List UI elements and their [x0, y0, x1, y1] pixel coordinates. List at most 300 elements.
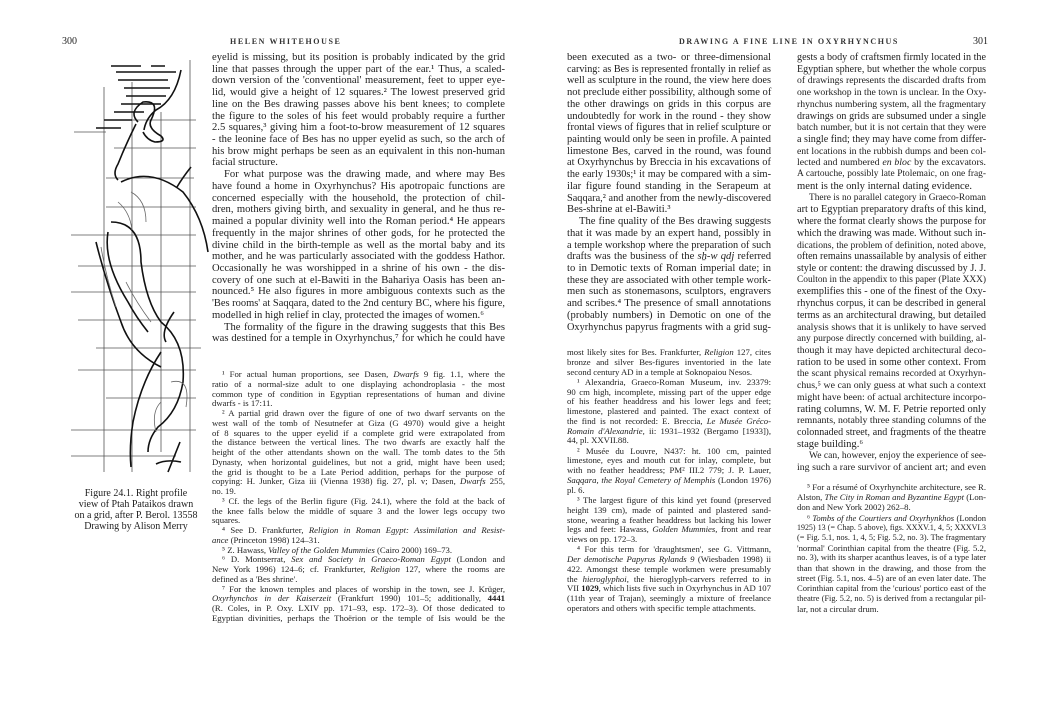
- text-run: dications, the problem of definition, noted above,: [797, 239, 986, 251]
- caption-line: view of Ptah Pataikos drawn: [78, 498, 194, 510]
- text-run: of 8 squares to the upper eyelid if a complete grid were extrapolated from: [212, 427, 505, 438]
- text-run: 255,: [485, 476, 506, 487]
- text-line: [567, 99, 771, 111]
- text-run: covery of one such at el-Bawiti in the Bahariya Oasis has been an-: [212, 274, 505, 286]
- text-run: Oxyrhynchus papyrus fragments with a grid sug-: [567, 321, 771, 333]
- text-line: [797, 543, 986, 553]
- text-line: [212, 75, 505, 87]
- figure-drawing-ptah-pataikos: [66, 52, 211, 482]
- text-run: facial structure.: [212, 157, 278, 169]
- text-line: [212, 134, 505, 146]
- text-run: at Oxyrhynchus by Breccia in his excavations of: [567, 157, 771, 169]
- text-run: copying: H. Junker, Giza iii (Vienna 1938) fig. 27, pl. v; Dasen,: [212, 476, 460, 487]
- text-line: [797, 52, 986, 64]
- text-line: [797, 533, 986, 543]
- text-run: have found a home in Oxyrhynchus? His apotropaic functions are: [212, 180, 505, 192]
- text-run: his brow might perhaps be seen as an equivalent in this non-human: [212, 145, 505, 157]
- text-run: ³ Cf. the legs of the Berlin figure (Fig. 24.1), where the fold at the back of: [222, 495, 505, 506]
- text-run: of drawings represents the discarded drafts from: [797, 75, 986, 87]
- text-line: [797, 240, 986, 252]
- text-run: eyelid is missing, but its position is probably indicated by the grid: [212, 52, 505, 63]
- right-page-column-1-body: [567, 52, 771, 333]
- footnote: [212, 585, 505, 624]
- text-run: referred: [734, 251, 771, 263]
- right-page-column-1-footnotes: [567, 348, 771, 614]
- text-line: [212, 64, 505, 76]
- text-run: 127, where the rooms are: [399, 564, 505, 574]
- text-line: [212, 263, 505, 275]
- text-run: , front and rear: [715, 524, 771, 535]
- text-line: [797, 492, 986, 502]
- text-line: [212, 240, 505, 252]
- text-line: [212, 204, 505, 216]
- italic-text: en bloc: [882, 157, 912, 169]
- text-run: (London: [954, 512, 986, 523]
- text-run: (= Fig. 5.1, nos. 1, 4, 5; Fig. 5.2, no. 3). The fragmentary: [797, 532, 986, 542]
- text-run: divine child in the birth-temple as well as the mortal baby and its: [212, 239, 505, 251]
- italic-text: Romain d'Alexandrie: [567, 425, 643, 436]
- text-line: [567, 486, 771, 496]
- text-run: (London and: [450, 554, 506, 565]
- text-run: dren, mothers giving birth, and sexuality in general, and he thus re-: [212, 204, 505, 216]
- text-run: ⁶ D. Montserrat,: [222, 554, 292, 565]
- text-line: [797, 99, 986, 111]
- text-run: concerned especially with the household, the protection of chil-: [212, 192, 505, 204]
- text-run: the distance between the vertical lines. The two dwarfs are exactly half the: [212, 437, 505, 448]
- text-run: with no feather headdress; PM² III.2 779; J. P. Lauer,: [567, 465, 771, 476]
- text-run: height of the other attendants shown on the wall. The tomb dates to the 5th: [212, 447, 505, 457]
- text-run: might have been: of actual architecture incorpo-: [797, 391, 986, 403]
- footnote: [567, 378, 771, 446]
- page-number-right: 301: [973, 36, 988, 47]
- right-page-column-2-footnotes: [797, 482, 986, 614]
- figure-outline: [96, 66, 208, 472]
- text-run: The fine quality of the Bes drawing suggests: [579, 216, 771, 228]
- text-run: The formality of the figure in the drawing suggests that this Bes: [224, 321, 505, 333]
- text-line: [212, 157, 505, 169]
- text-run: Occasionally he was worshipped in a shrine of his own - the dis-: [212, 262, 505, 274]
- text-line: [212, 181, 505, 193]
- text-run: a single find; they may have come from differ-: [797, 134, 987, 146]
- text-run: to in Demotic texts of Roman imperial date; in: [567, 262, 771, 274]
- text-run: line that passes through the upper part of the ear.¹ Thus, a scaled-: [212, 63, 505, 75]
- text-line: [567, 193, 771, 205]
- text-run: legs and feet: Hawass,: [567, 524, 653, 535]
- text-line: [212, 228, 505, 240]
- footnote: [212, 526, 505, 546]
- text-run: lid, would give a height of 12 squares.² The lowest preserved grid: [212, 87, 505, 99]
- text-run: these they are associated with other temple work-: [567, 274, 771, 286]
- text-run: ⁵ For a résumé of Oxyrhynchite architecture, see R.: [807, 482, 986, 492]
- text-line: [797, 563, 986, 573]
- text-line: [797, 439, 986, 451]
- text-line: [797, 251, 986, 263]
- italic-text: Dwarfs: [460, 476, 486, 487]
- text-run: which the drawing was made. Without such in-: [797, 227, 986, 239]
- text-run: rating columns, W. M. F. Petrie reported only: [797, 403, 987, 415]
- text-run: operators and others with specific temple attachments.: [567, 602, 756, 613]
- text-line: [797, 181, 986, 193]
- text-line: [797, 146, 986, 158]
- text-run: dwarfs - is 17:11.: [212, 398, 273, 409]
- paragraph: [212, 169, 505, 321]
- text-run: terms as an architectural drawing, but detailed: [797, 309, 986, 321]
- text-run: drafts was the business of the: [567, 251, 698, 263]
- footnote: [212, 555, 505, 584]
- text-run: line on the Bes drawing passes above his bent knees; to complete: [212, 98, 505, 110]
- text-run: limestone Bes, carved in the round, was found: [567, 145, 771, 157]
- paragraph: [567, 52, 771, 216]
- text-run: height 139 cm), made of painted and plastered sand-: [567, 504, 771, 515]
- text-line: [797, 502, 986, 512]
- text-line: [797, 357, 986, 369]
- text-line: [567, 322, 771, 334]
- text-line: [567, 436, 771, 446]
- text-line: [567, 181, 771, 193]
- left-page-body-text: [212, 52, 505, 345]
- text-run: ment is the only internal dating evidence.: [797, 180, 973, 192]
- text-line: [797, 427, 986, 439]
- italic-text: hieroglyphoi: [582, 573, 627, 584]
- text-line: [567, 275, 771, 287]
- text-line: [797, 368, 986, 380]
- text-run: 1925) 13 (= Chap. 5 above), figs. XXXV.1, 4, 5; XXXVI.3: [797, 522, 986, 532]
- text-line: [797, 193, 986, 205]
- text-line: [567, 122, 771, 134]
- italic-text: Le Musée Gréco-: [706, 415, 771, 426]
- text-line: [212, 251, 505, 263]
- text-run: the scant physical remains recorded at Oxyrhyn-: [797, 368, 986, 380]
- text-run: (Cairo 2000) 169–73.: [374, 544, 453, 555]
- text-run: Egyptian sphere, but whether the whole corpus: [797, 63, 986, 75]
- text-run: common type of condition in Egyptian representations of human and divine: [212, 388, 505, 399]
- text-line: [797, 111, 986, 123]
- text-run: frontal views of figures that in relief sculpture or: [567, 122, 771, 134]
- text-run: mother, and he was particularly associated with the goddess Hathor.: [212, 251, 505, 263]
- text-run: Alston,: [797, 492, 825, 503]
- text-line: [212, 146, 505, 158]
- text-line: [567, 286, 771, 298]
- text-run: was destined for a temple in Oxyrhynchus,⁷ for which he could have: [212, 333, 505, 345]
- text-run: views on pp. 172–3.: [567, 534, 638, 545]
- running-head-author: HELEN WHITEHOUSE: [230, 37, 342, 46]
- text-run: of his feather headdress and his lower legs and feet;: [567, 396, 771, 407]
- text-run: 422. Amongst these temple workmen were presumably: [567, 563, 771, 574]
- text-line: [567, 535, 771, 545]
- left-page-footnotes: [212, 370, 505, 624]
- text-line: [797, 228, 986, 240]
- text-line: [797, 404, 986, 416]
- text-run: ¹ For actual human proportions, see Dasen,: [222, 369, 394, 379]
- text-line: [212, 310, 505, 322]
- text-run: - the leonine face of Bes has no upper eyelid as such, so the arch of: [212, 134, 505, 146]
- text-run: ing such a rare survivor of ancient art; and even: [797, 462, 986, 474]
- caption-line: Figure 24.1. Right profile: [84, 488, 188, 499]
- text-run: rhynchus numbering system, all the fragmentary: [797, 98, 986, 110]
- figure-caption: [62, 489, 210, 533]
- italic-text: Sex and Society in Graeco-Roman Egypt: [291, 554, 451, 565]
- text-line: [212, 507, 505, 517]
- text-line: [797, 392, 986, 404]
- text-run: 44, pl. XXVII.88.: [567, 435, 629, 446]
- text-run: (London 1976): [715, 474, 772, 485]
- text-run: ⁴ For this term for 'draughtsmen', see G. Vittmann,: [577, 544, 771, 555]
- text-run: rhynchus corpus, it can be described in general: [797, 298, 986, 310]
- text-run: style or content: the drawing discussed by J. J.: [797, 262, 986, 274]
- text-line: [567, 310, 771, 322]
- text-line: [212, 122, 505, 134]
- text-run: We can, however, enjoy the experience of see-: [809, 450, 987, 462]
- text-run: ¹ Alexandria, Graeco-Roman Museum, inv. 23379:: [577, 376, 771, 387]
- text-run: ² Musée du Louvre, N437: ht. 100 cm, painted: [577, 445, 771, 456]
- text-line: [797, 75, 986, 87]
- text-run: lected and numbered: [797, 157, 883, 169]
- text-run: VII: [567, 583, 582, 594]
- footnote: [567, 496, 771, 545]
- caption-line: on a grid, after P. Berol. 13558: [74, 509, 198, 521]
- text-line: [797, 594, 986, 604]
- footnote: [797, 513, 986, 614]
- text-run: (Lon-: [964, 492, 987, 503]
- text-run: not preclude either possibility, although some of: [567, 87, 772, 99]
- text-run: west wall of the tomb of Nesutnefer at Giza (G 4970) would give a height: [212, 417, 505, 428]
- text-run: 127, cites: [733, 347, 772, 357]
- text-run: stage building.⁶: [797, 438, 864, 450]
- text-line: [567, 240, 771, 252]
- text-run: well as sculpture in the round, the view here does: [567, 75, 771, 87]
- text-run: and scribes.⁴ The presence of small annotations: [567, 298, 771, 310]
- text-line: [567, 368, 771, 378]
- text-run: 'normal' Corinthian capital from the theatre (Fig. 5.2,: [797, 543, 986, 554]
- text-line: [567, 64, 771, 76]
- text-run: men such as stonemasons, sculptors, engravers: [567, 286, 771, 298]
- text-run: street (Fig. 5.1, nos. 4–5) are of an even later date. The: [797, 573, 986, 584]
- text-line: [567, 87, 771, 99]
- text-line: [567, 169, 771, 181]
- text-run: been executed as a two- or three-dimensional: [567, 52, 771, 63]
- text-line: [567, 146, 771, 158]
- text-line: [797, 482, 986, 492]
- text-line: [797, 450, 986, 462]
- text-line: [797, 604, 986, 614]
- text-line: [797, 134, 986, 146]
- text-run: frequently in the major shrines of other gods, for he protected the: [212, 227, 505, 239]
- text-line: [797, 553, 986, 563]
- text-run: painting would only be seen in profile. A painted: [567, 134, 771, 146]
- text-run: ent locations in the rubbish dumps and been col-: [797, 145, 986, 157]
- text-run: defined as a 'Bes shrine'.: [212, 573, 298, 584]
- text-run: (Wiesbaden 1998) ii: [694, 554, 772, 565]
- text-line: [567, 134, 771, 146]
- text-line: [212, 322, 505, 334]
- text-run: ilar figure found standing in the Serapeum at: [567, 180, 771, 192]
- text-line: [797, 64, 986, 76]
- text-line: [567, 52, 771, 64]
- text-line: [797, 513, 986, 523]
- text-run: Bes-shrine at el-Bawiti.³: [567, 204, 671, 216]
- text-line: [797, 157, 986, 169]
- footnote: [567, 447, 771, 496]
- text-run: exemplifies this - one of the finest of the Oxy-: [797, 286, 986, 298]
- text-run: Dynasty, when horizontal guidelines, but not a grid, might have been used;: [212, 456, 505, 467]
- text-line: [797, 87, 986, 99]
- text-line: [212, 275, 505, 287]
- text-run: Egyptian divinities, perhaps the Thoërion or the temple of Isis would be the: [212, 612, 505, 623]
- text-run: modelled in high relief in clay, protected the images of women.⁶: [212, 309, 484, 321]
- text-run: no. 19.: [212, 486, 236, 496]
- text-run: ³ The largest figure of this kind yet found (preserved: [577, 495, 771, 506]
- text-line: [567, 111, 771, 123]
- caption-line: Drawing by Alison Merry: [84, 520, 188, 532]
- text-run: don and New York 2002) 262–8.: [797, 502, 911, 513]
- italic-text: Oxyrhynchos in der Kaiserzeit: [212, 593, 332, 604]
- text-run: 'Bes rooms' at Saqqara, dated to the 2nd century BC, where his figure,: [212, 298, 505, 310]
- italic-text: Religion: [704, 347, 734, 357]
- text-line: [797, 462, 986, 474]
- text-run: mained a popular divinity well into the Roman period.⁴ He appears: [212, 216, 505, 228]
- text-run: Corinthian capital from the 'curious' portico east of the: [797, 583, 986, 594]
- text-line: [212, 193, 505, 205]
- text-line: [212, 99, 505, 111]
- text-line: [567, 251, 771, 263]
- text-run: no. 3), with its sharper acanthus leaves, is of a type later: [797, 553, 986, 563]
- text-line: [212, 286, 505, 298]
- text-line: [797, 169, 986, 181]
- text-line: [797, 345, 986, 357]
- text-line: [567, 75, 771, 87]
- text-run: ⁴ See D. Frankfurter,: [222, 525, 309, 535]
- footnote: [212, 370, 505, 409]
- text-line: [797, 573, 986, 583]
- paragraph: [797, 52, 986, 193]
- text-line: [797, 275, 986, 287]
- text-line: [797, 310, 986, 322]
- text-run: Saqqara,² and another from the newly-discovered: [567, 192, 771, 204]
- text-run: ration to be used in some other context. From: [797, 356, 986, 368]
- text-run: theatre (Fig. 5.2, no. 5) is derived from a rectangular pil-: [797, 593, 986, 603]
- text-run: (probably numbers) in Demotic on one of the: [567, 309, 771, 321]
- text-run: ⁵ Z. Hawass,: [222, 544, 269, 555]
- text-line: [797, 583, 986, 593]
- text-run: 2.5 squares,³ giving him a foot-to-brow measurement of 12 squares: [212, 122, 505, 134]
- text-run: chus,⁵ we can only guess at what such a context: [797, 380, 986, 392]
- text-line: [797, 322, 986, 334]
- text-line: [797, 204, 986, 216]
- text-run: analysis shows that it is unlikely to have served: [797, 321, 986, 333]
- text-line: [212, 87, 505, 99]
- text-line: [567, 604, 771, 614]
- text-line: [567, 298, 771, 310]
- text-run: that it was made by an expert hand, possibly in: [567, 227, 771, 239]
- text-run: though it may have depicted architectural deco-: [797, 344, 986, 356]
- running-head-title: DRAWING A FINE LINE IN OXYRHYNCHUS: [679, 37, 899, 46]
- text-run: carving: as Bes is represented frontally in relief as: [567, 63, 771, 75]
- italic-text: ance: [212, 534, 229, 545]
- text-run: ⁶: [807, 512, 813, 523]
- text-line: [567, 228, 771, 240]
- text-line: [567, 263, 771, 275]
- italic-text: sẖ-w qdj: [697, 251, 735, 263]
- text-run: limestone, plastered and painted. The exact context of: [567, 406, 771, 417]
- text-run: , which lists five such in Oxyrhynchus in AD 107: [598, 583, 771, 594]
- bold-text: 1029: [581, 583, 599, 594]
- text-run: second century AD in a temple at Soknopaiou Nesos.: [567, 366, 753, 377]
- text-line: [797, 286, 986, 298]
- text-run: art to Egyptian preparatory drafts of this kind,: [797, 204, 987, 216]
- text-run: (R. Coles, in P. Oxy. LXIV pp. 171–93, esp. 172–3). Of those dedicated to: [212, 603, 505, 613]
- text-run: undoubtedly for work in the round - they show: [567, 110, 771, 122]
- text-run: the knee falls below the middle of square 3 and the lower legs occupy two: [212, 505, 505, 516]
- text-run: by the excavators.: [911, 157, 987, 169]
- text-line: [212, 333, 505, 345]
- italic-text: Saqqara, the Royal Cemetery of Memphis: [567, 474, 716, 485]
- italic-text: Der demotische Papyrus Rylands 9: [567, 554, 695, 565]
- text-line: [567, 204, 771, 216]
- text-line: [797, 298, 986, 310]
- text-run: a temple workshop where the preparation of such: [567, 239, 771, 251]
- text-run: New York 1996) 124–6; cf. Frankfurter,: [212, 564, 371, 574]
- paragraph: [212, 322, 505, 345]
- text-run: one workshop in the town is unclear. In the Oxy-: [797, 87, 987, 99]
- text-run: , ii: 1931–1932 (Bergamo [1933]),: [642, 425, 771, 436]
- text-run: 90 cm high, incomplete, missing part of the upper edge: [567, 386, 771, 397]
- italic-text: Tombs of the Courtiers and Oxyrhynkhos: [812, 512, 955, 523]
- text-run: batch number, but it is not certain that they were: [797, 122, 986, 134]
- italic-text: Dwarfs: [393, 369, 419, 379]
- text-run: nounced.⁵ He also figures in more ambiguous contexts such as the: [212, 286, 505, 298]
- text-run: (11th year of Trajan), seemingly a mixture of freelance: [567, 593, 771, 604]
- paragraph: [567, 216, 771, 333]
- text-run: the figure to the soles of his feet would probably require a further: [212, 110, 505, 122]
- paragraph: [797, 193, 986, 451]
- text-line: [797, 333, 986, 345]
- text-line: [212, 298, 505, 310]
- text-run: stone, wearing a feather headdress but lacking his lower: [567, 514, 771, 525]
- text-line: [567, 476, 771, 486]
- text-line: [212, 477, 505, 487]
- text-run: There is no parallel category in Graeco-Roman: [809, 192, 986, 203]
- text-line: [797, 523, 986, 533]
- bold-text: 4441: [487, 593, 505, 604]
- text-run: than that shown in the drawing, and those from the: [797, 563, 986, 574]
- text-line: [797, 263, 986, 275]
- text-run: lar, not a circular drum.: [797, 603, 879, 614]
- text-line: [797, 380, 986, 392]
- text-run: the other drawings on grids in this corpus are: [567, 98, 771, 110]
- text-run: gests a body of craftsmen firmly located in the: [797, 52, 986, 63]
- text-line: [212, 111, 505, 123]
- text-run: bronze and silver Bes-figures inventoried in the late: [567, 356, 771, 367]
- text-line: [567, 216, 771, 228]
- text-run: colonnaded street, and fragments of the theatre: [797, 427, 986, 438]
- paragraph: [797, 450, 986, 473]
- text-run: For what purpose was the drawing made, and where may Bes: [224, 169, 505, 181]
- text-run: ⁷ For the known temples and places of worship in the town, see J. Krüger,: [222, 583, 505, 594]
- text-run: Coulton in the appendix to this paper (Plate XXX): [797, 274, 987, 285]
- text-line: [212, 169, 505, 181]
- interior-lines: [101, 192, 187, 432]
- text-line: [567, 157, 771, 169]
- page-number-left: 300: [62, 36, 77, 47]
- text-run: (Frankfurt 1990) 101–5; additionally,: [331, 593, 488, 604]
- text-line: [797, 122, 986, 134]
- text-run: ratio of a normal-size adult to one displaying achondroplasia - the most: [212, 378, 505, 389]
- text-run: A cartouche, possibly late Ptolemaic, on one frag-: [797, 169, 986, 180]
- text-run: squares.: [212, 515, 241, 526]
- text-run: limestone, eyes and mouth cut for inlay, complete, but: [567, 455, 771, 466]
- text-run: 9 fig. 1.1, where the: [418, 369, 505, 379]
- text-line: [797, 415, 986, 427]
